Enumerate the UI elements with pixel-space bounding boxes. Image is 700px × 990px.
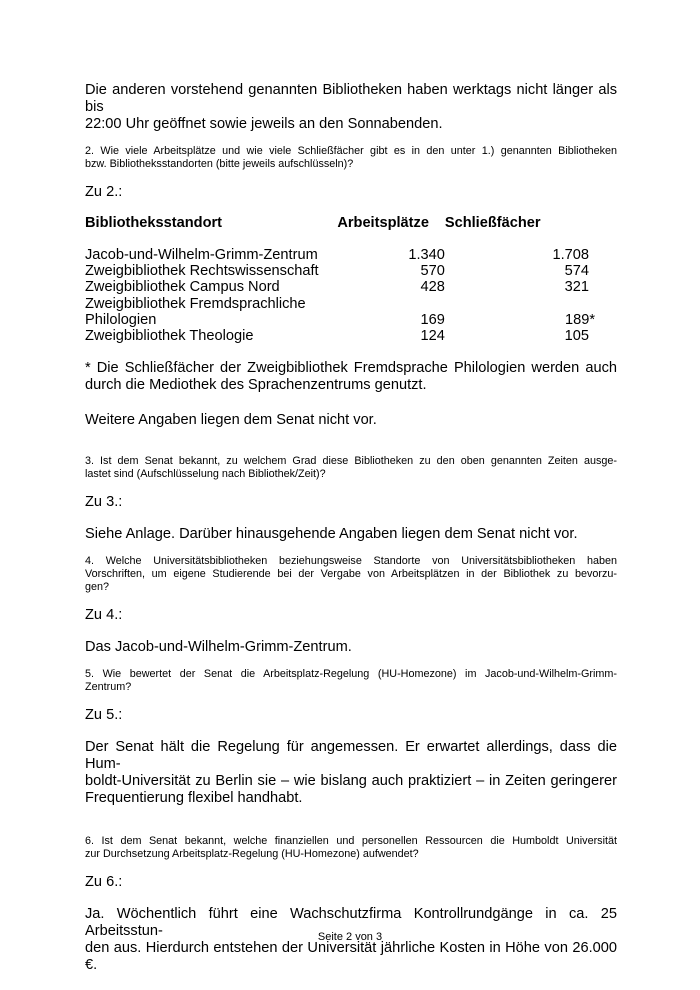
library-name: Zweigbibliothek Theologie: [85, 328, 254, 345]
table-row: [85, 279, 617, 295]
library-seats: [337, 296, 445, 312]
answer-5-line-3: Frequentierung flexibel handhabt.: [85, 790, 303, 807]
answer-6-line-1: Ja. Wöchentlich führt eine Wachschutzfirma Kontrollrundgänge in ca. 25 Arbeitsstun-: [85, 906, 617, 940]
library-name: Philologien: [85, 311, 157, 328]
library-seats: 124: [420, 328, 445, 345]
library-lockers: 574: [564, 263, 589, 280]
question-6-line-2: zur Durchsetzung Arbeitsplatz-Regelung (HU-Homezone) aufwendet?: [85, 848, 419, 861]
library-seats: 570: [420, 263, 445, 280]
answer-2-label: Zu 2.:: [85, 184, 123, 200]
table-row: [85, 296, 617, 312]
library-seats: 428: [420, 279, 445, 296]
answer-3-text: Siehe Anlage. Darüber hinausgehende Angaben liegen dem Senat nicht vor.: [85, 526, 578, 543]
library-lockers: 1.708: [552, 247, 589, 263]
header-seats: Arbeitsplätze: [337, 215, 429, 231]
answer-6-label: Zu 6.:: [85, 874, 123, 891]
question-5-line-1: 5. Wie bewertet der Senat die Arbeitsplatz-Regelung (HU-Homezone) im Jacob-und-Wilhelm-Grimm-: [85, 668, 617, 681]
table-row: [85, 263, 617, 279]
library-table: [85, 215, 617, 344]
answer-5-label: Zu 5.:: [85, 707, 123, 724]
question-3-line-2: lastet sind (Aufschlüsselung nach Bibliothek/Zeit)?: [85, 468, 326, 481]
library-name: Zweigbibliothek Rechtswissenschaft: [85, 263, 319, 280]
intro-line-1: Die anderen vorstehend genannten Bibliotheken haben werktags nicht länger als bis: [85, 82, 617, 115]
question-4-line-1: 4. Welche Universitätsbibliotheken beziehungsweise Standorte von Universitätsbibliotheken haben: [85, 555, 617, 568]
library-lockers: [445, 296, 617, 312]
question-2-line-2: bzw. Bibliotheksstandorten (bitte jeweils aufschlüsseln)?: [85, 158, 354, 170]
library-name: Zweigbibliothek Campus Nord: [85, 279, 280, 296]
library-name: Zweigbibliothek Fremdsprachliche: [85, 295, 306, 312]
question-5-line-2: Zentrum?: [85, 681, 132, 694]
library-seats: 169: [420, 311, 445, 328]
question-2-line-1: 2. Wie viele Arbeitsplätze und wie viele Schließfächer gibt es in den unter 1.) genannten Bibliotheken: [85, 145, 617, 157]
answer-4-text: Das Jacob-und-Wilhelm-Grimm-Zentrum.: [85, 639, 352, 656]
library-lockers: 189*: [564, 311, 595, 328]
document-page: [85, 80, 617, 974]
footnote-line-1: * Die Schließfächer der Zweigbibliothek Fremdsprache Philologien werden auch: [85, 360, 617, 377]
intro-line-2: 22:00 Uhr geöffnet sowie jeweils an den Sonnabenden.: [85, 116, 443, 132]
question-6-line-1: 6. Ist dem Senat bekannt, welche finanziellen und personellen Ressourcen die Humboldt Universität: [85, 835, 617, 848]
library-lockers: 105: [564, 328, 589, 345]
further-info: Weitere Angaben liegen dem Senat nicht vor.: [85, 412, 377, 429]
library-lockers: 321: [564, 279, 589, 296]
table-row: [85, 328, 617, 344]
answer-6-line-2: den aus. Hierdurch entstehen der Universität jährliche Kosten in Höhe von 26.000 €.: [85, 940, 617, 974]
header-lockers: Schließfächer: [444, 215, 541, 231]
table-header-row: [85, 215, 617, 232]
table-row: [85, 312, 617, 328]
question-4-line-2: Vorschriften, um eigene Studierende bei der Vergabe von Arbeitsplätzen in der Bibliothek zu bevorzu-: [85, 568, 617, 581]
answer-3-label: Zu 3.:: [85, 494, 123, 511]
library-name: Jacob-und-Wilhelm-Grimm-Zentrum: [85, 247, 318, 263]
library-seats: 1.340: [408, 247, 445, 263]
table-row: [85, 247, 617, 263]
page-number: Seite 2 von 3: [317, 931, 383, 943]
header-library: Bibliotheksstandort: [85, 215, 223, 231]
answer-5-line-2: boldt-Universität zu Berlin sie – wie bislang auch praktiziert – in Zeiten geringerer: [85, 773, 617, 790]
footnote-line-2: durch die Mediothek des Sprachenzentrums genutzt.: [85, 377, 427, 394]
answer-4-label: Zu 4.:: [85, 607, 123, 624]
question-4-line-3: gen?: [85, 581, 110, 594]
question-3-line-1: 3. Ist dem Senat bekannt, zu welchem Grad diese Bibliotheken zu den oben genannten Zeiten ausge-: [85, 455, 617, 468]
answer-5-line-1: Der Senat hält die Regelung für angemessen. Er erwartet allerdings, dass die Hum-: [85, 739, 617, 773]
